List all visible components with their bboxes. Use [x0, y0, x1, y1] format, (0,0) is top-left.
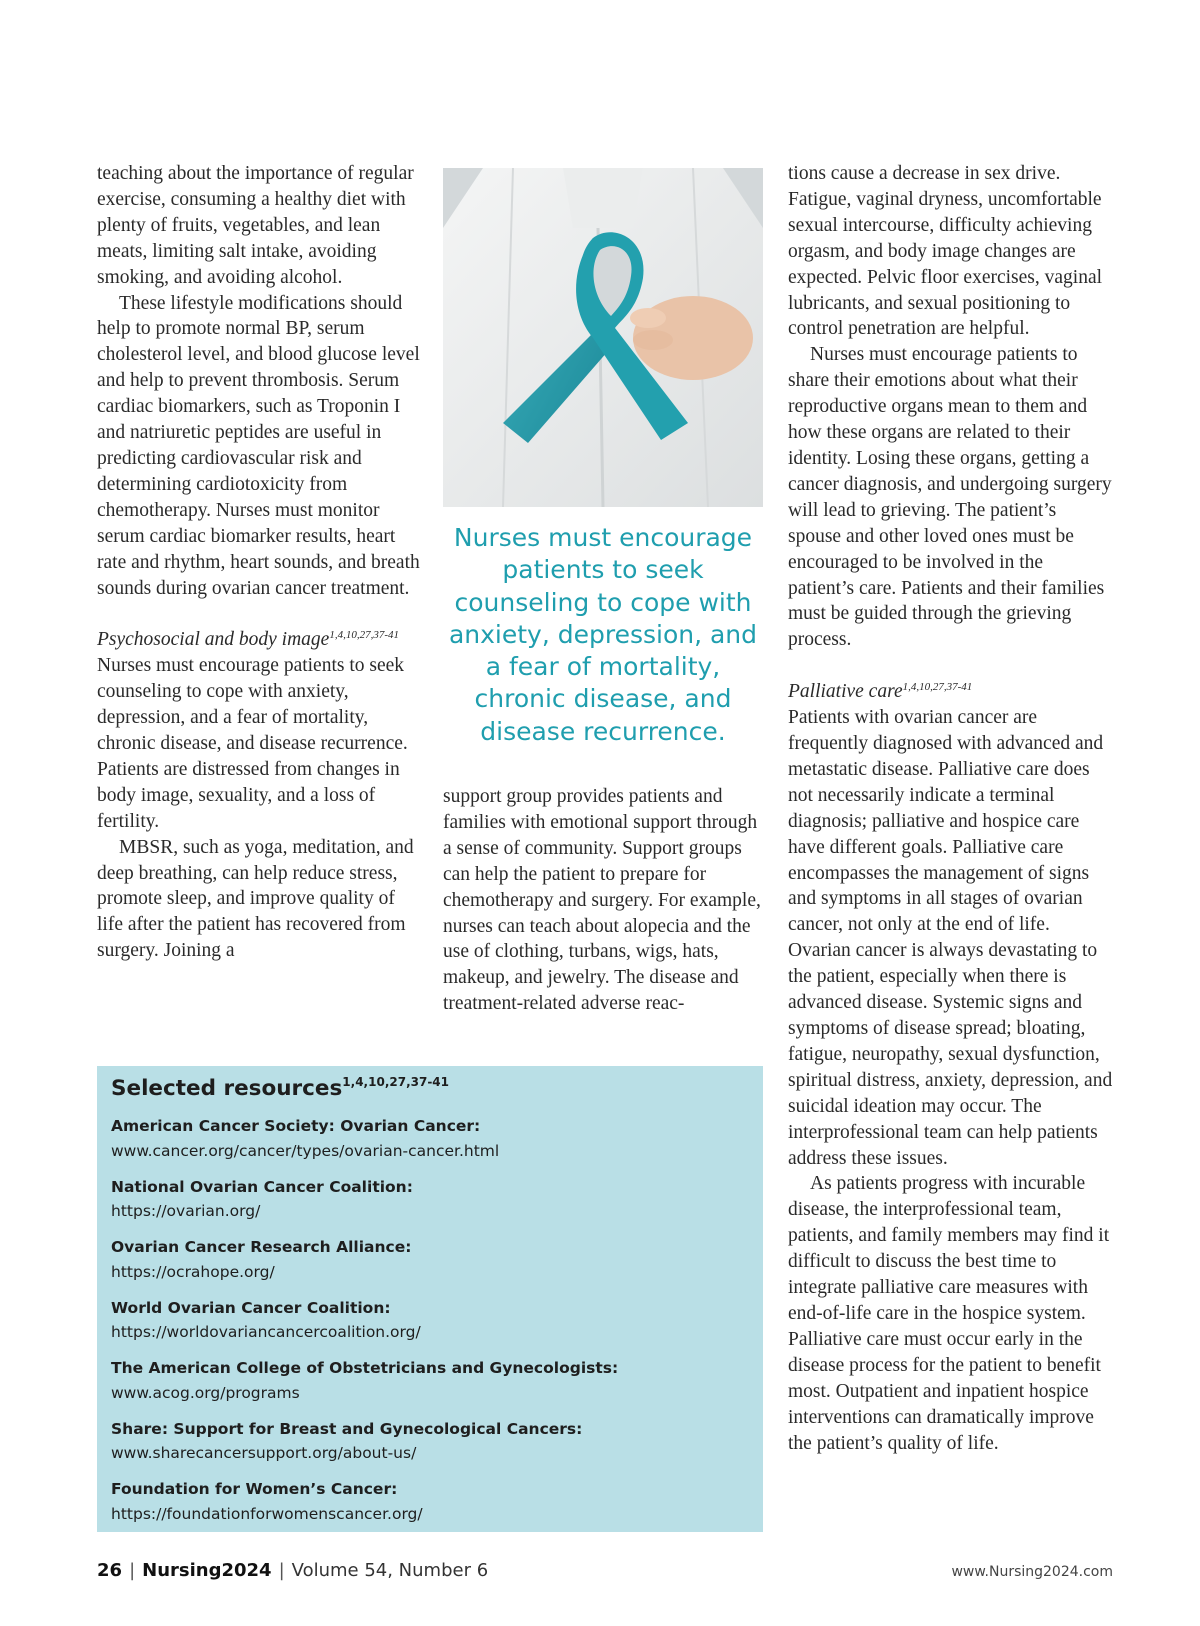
body-paragraph: Patients with ovarian cancer are frequently diagnosed with advanced and metastatic disease. Palliative care does not necessarily indicate a terminal diagnosis; palliative and hospice care have different goals. Palliative care encompasses the management of signs and symptoms in all stages of ovarian cancer, not only at the end of life. Ovarian cancer is always devastating to the patient, especially when there is advanced disease. Systemic signs and symptoms of disease spread; bloating, fatigue, neuropathy, sexual dysfunction, spiritual distress, anxiety, depression, and suicidal ideation may occur. The interprofessional team can help patients address these issues. [788, 707, 1113, 1169]
pull-quote: Nurses must encourage patients to seek counseling to cope with anxiety, depression, and a fear of mortality, chronic disease, and disease recurrence. [448, 523, 758, 746]
resources-title [111, 1076, 449, 1101]
body-paragraph: support group provides patients and families with emotional support through a sense of community. Support groups can help the patient to prepare for chemotherapy and surgery. For example, nurses can teach about alopecia and the use of clothing, turbans, wigs, hats, makeup, and jewelry. The disease and treatment-related adverse reac- [443, 786, 761, 1015]
subhead-references: 1,4,10,27,37-41 [902, 681, 973, 694]
resource-name: The American College of Obstetricians and Gynecologists: [111, 1359, 619, 1377]
resource-url[interactable]: https://worldovariancancercoalition.org/ [111, 1323, 421, 1341]
resource-name: World Ovarian Cancer Coalition: [111, 1298, 391, 1317]
resource-item [111, 1114, 751, 1175]
resource-name: Ovarian Cancer Research Alliance: [111, 1238, 412, 1256]
resource-item [111, 1356, 751, 1417]
page-footer [97, 1560, 1113, 1590]
resource-url[interactable]: https://ovarian.org/ [111, 1202, 261, 1220]
body-paragraph: These lifestyle modifications should help to promote normal BP, serum cholesterol level, and blood glucose level and help to prevent thrombosis. Serum cardiac biomarkers, such as Troponin I and natriuretic peptides are useful in predicting cardiovascular risk and determining cardiotoxicity from chemotherapy. Nurses must monitor serum cardiac biomarker results, heart rate and rhythm, heart sounds, and breath sounds during ovarian cancer treatment. [97, 292, 420, 599]
resources-list [111, 1114, 751, 1538]
resource-name: Share: Support for Breast and Gynecological Cancers: [111, 1419, 583, 1438]
body-paragraph: As patients progress with incurable disease, the interprofessional team, patients, and family members may find it difficult to discuss the best time to integrate palliative care measures with end-of-life care in the hospice system. Palliative care must occur early in the disease process for the patient to benefit most. Outpatient and inpatient hospice interventions can dramatically improve the patient’s quality of life. [788, 1173, 1110, 1454]
column-1 [97, 161, 422, 964]
journal-name: Nursing2024 [142, 1560, 272, 1581]
body-paragraph: tions cause a decrease in sex drive. Fatigue, vaginal dryness, uncomfortable sexual intercourse, difficulty achieving orgasm, and body image changes are expected. Pelvic floor exercises, vaginal lubricants, and sexual positioning to control penetration are helpful. [788, 163, 1103, 340]
body-paragraph: Nurses must encourage patients to seek counseling to cope with anxiety, depression, and a fear of mortality, chronic disease, and disease recurrence. Patients are distressed from changes in body image, sexuality, and a loss of fertility. [97, 655, 408, 832]
resource-url[interactable]: https://foundationforwomenscancer.org/ [111, 1504, 423, 1523]
resource-url[interactable]: www.acog.org/programs [111, 1383, 300, 1402]
resource-url[interactable]: www.sharecancersupport.org/about-us/ [111, 1444, 417, 1462]
footer-folio [97, 1560, 488, 1581]
section-subhead-psychosocial [97, 627, 422, 653]
resource-name: American Cancer Society: Ovarian Cancer: [111, 1117, 481, 1135]
resource-item [111, 1477, 751, 1538]
resource-item [111, 1235, 751, 1296]
column-3 [788, 161, 1113, 1456]
resource-name: National Ovarian Cancer Coalition: [111, 1177, 413, 1196]
resource-item [111, 1417, 751, 1478]
resource-item [111, 1296, 751, 1357]
column-2 [443, 784, 763, 1017]
body-paragraph: MBSR, such as yoga, meditation, and deep breathing, can help reduce stress, promote sleep, and improve quality of life after the patient has recovered from surgery. Joining a [97, 836, 414, 962]
divider: | [129, 1560, 136, 1581]
issue-info: Volume 54, Number 6 [291, 1560, 489, 1581]
resource-url[interactable]: https://ocrahope.org/ [111, 1262, 275, 1281]
resource-name: Foundation for Women’s Cancer: [111, 1480, 398, 1498]
body-paragraph: teaching about the importance of regular exercise, consuming a healthy diet with plenty of fruits, vegetables, and lean meats, limiting salt intake, avoiding smoking, and avoiding alcohol. [97, 163, 414, 288]
resources-box [97, 1066, 763, 1532]
resource-item [111, 1175, 751, 1236]
resources-title-text: Selected resources [111, 1076, 343, 1101]
resource-url[interactable]: www.cancer.org/cancer/types/ovarian-cancer.html [111, 1141, 500, 1160]
page-number: 26 [97, 1560, 123, 1581]
section-subhead-palliative [788, 679, 1113, 705]
resources-title-references: 1,4,10,27,37-41 [342, 1075, 450, 1089]
subhead-references: 1,4,10,27,37-41 [329, 629, 399, 642]
body-paragraph: Nurses must encourage patients to share their emotions about what their reproductive organs mean to them and how these organs are related to their identity. Losing these organs, getting a cancer diagnosis, and undergoing surgery will lead to grieving. The patient’s spouse and other loved ones must be encouraged to be involved in the patient’s care. Patients and their families must be guided through the grieving process. [788, 344, 1112, 651]
ribbon-photo [443, 168, 763, 507]
teal-awareness-ribbon-icon [443, 168, 763, 507]
subhead-text: Palliative care [788, 681, 903, 703]
footer-website[interactable]: www.Nursing2024.com [951, 1564, 1113, 1580]
subhead-text: Psychosocial and body image [97, 629, 330, 651]
divider: | [278, 1560, 285, 1581]
